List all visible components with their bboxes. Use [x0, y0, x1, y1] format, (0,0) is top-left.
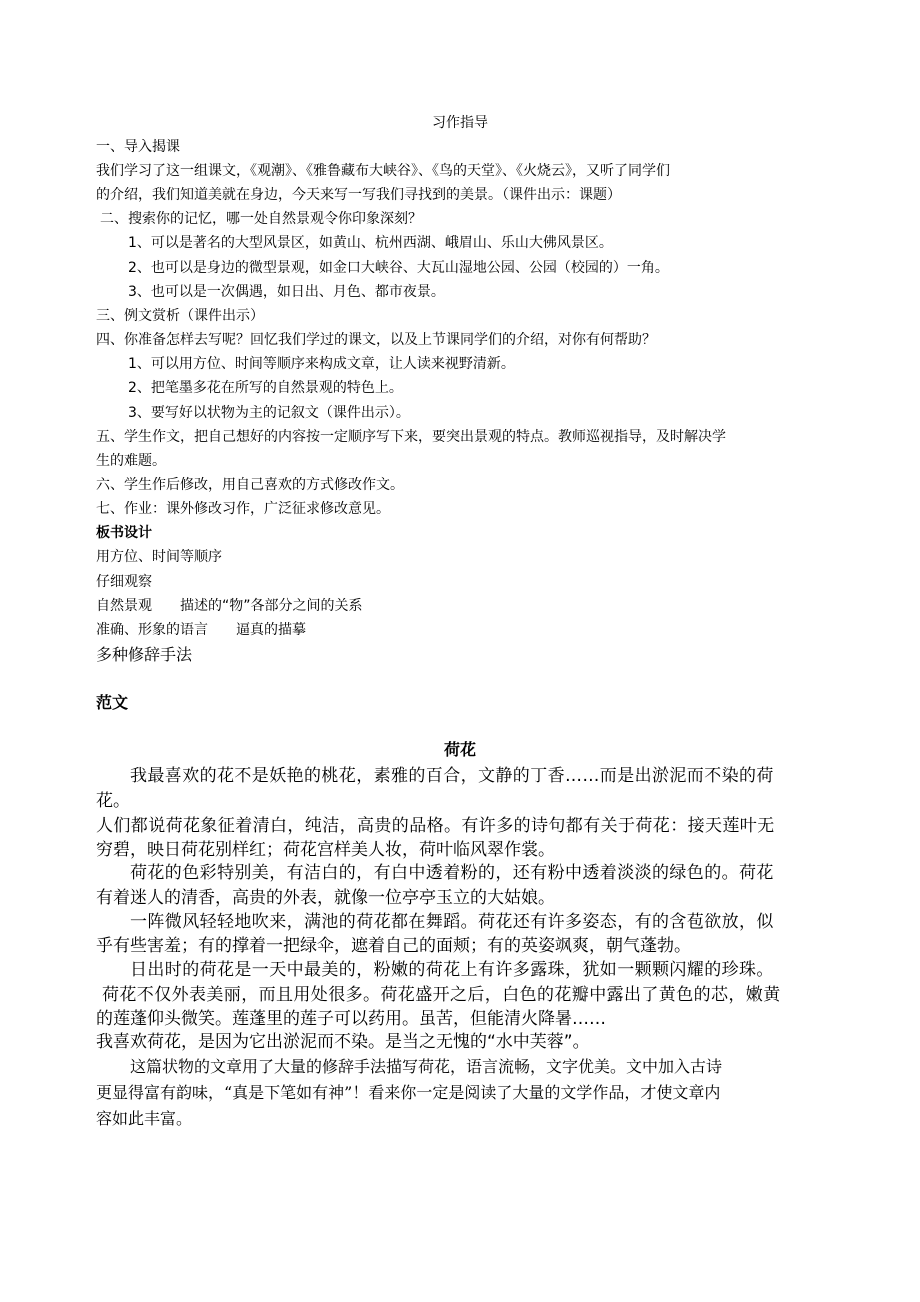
section-7-text: 七、作业：课外修改习作，广泛征求修改意见。	[96, 501, 390, 517]
section-4-item: 2、把笔墨多花在所写的自然景观的特色上。	[128, 380, 403, 396]
sample-heading: 范文	[96, 693, 129, 712]
sample-paragraph-line: 一阵微风轻轻地吹来，满池的荷花都在舞蹈。荷花还有许多姿态，有的含苞欲放，似	[130, 912, 774, 932]
sample-paragraph-line: 荷花不仅外表美丽，而且用处很多。荷花盛开之后，白色的花瓣中露出了黄色的芯，嫩黄	[102, 985, 781, 1005]
section-1-text-line: 的介绍，我们知道美就在身边，今天来写一写我们寻找到的美景。（课件出示：课题）	[96, 187, 621, 203]
sample-paragraph-line: 穷碧，映日荷花别样红；荷花宫样美人妆，荷叶临风翠作裳。	[96, 840, 555, 860]
section-4-item: 1、可以用方位、时间等顺序来构成文章，让人读来视野清新。	[128, 356, 515, 372]
sample-paragraph-line: 我喜欢荷花，是因为它出淤泥而不染。是当之无愧的“水中芙蓉”。	[96, 1032, 590, 1052]
board-heading: 板书设计	[96, 525, 152, 541]
sample-title: 荷花	[443, 740, 476, 759]
section-2-heading: 二、搜索你的记忆，哪一处自然景观令你印象深刻？	[100, 211, 422, 227]
sample-paragraph-line: 花。	[96, 791, 130, 811]
comment-line: 这篇状物的文章用了大量的修辞手法描写荷花，语言流畅，文字优美。文中加入古诗	[130, 1057, 723, 1076]
sample-paragraph-line: 日出时的荷花是一天中最美的，粉嫩的荷花上有许多露珠，犹如一颗颗闪耀的珍珠。	[130, 960, 774, 980]
board-line: 仔细观察	[96, 574, 152, 590]
sample-paragraph-line: 的莲蓬仰头微笑。莲蓬里的莲子可以药用。虽苦，但能清火降暑……	[96, 1009, 606, 1029]
board-line: 用方位、时间等顺序	[96, 549, 222, 565]
board-line: 自然景观 描述的“物”各部分之间的关系	[96, 598, 363, 614]
board-line: 多种修辞手法	[96, 645, 193, 664]
section-4-item: 3、要写好以状物为主的记叙文（课件出示）。	[128, 405, 410, 421]
section-5-text-line: 五、学生作文，把自己想好的内容按一定顺序写下来，要突出景观的特点。教师巡视指导，及时解决学	[96, 429, 726, 445]
sample-paragraph-line: 乎有些害羞；有的撑着一把绿伞，遮着自己的面颊；有的英姿飒爽，朝气蓬勃。	[96, 936, 691, 956]
sample-paragraph-line: 人们都说荷花象征着清白，纯洁，高贵的品格。有许多的诗句都有关于荷花：接天莲叶无	[96, 816, 775, 836]
board-line: 准确、形象的语言 逼真的描摹	[96, 622, 306, 638]
sample-paragraph-line: 荷花的色彩特别美，有洁白的，有白中透着粉的，还有粉中透着淡淡的绿色的。荷花	[130, 863, 774, 883]
section-5-text-line: 生的难题。	[96, 453, 166, 469]
section-2-item: 2、也可以是身边的微型景观，如金口大峡谷、大瓦山湿地公园、公园（校园的）一角。	[128, 260, 669, 276]
sample-paragraph-line: 我最喜欢的花不是妖艳的桃花，素雅的百合，文静的丁香……而是出淤泥而不染的荷	[130, 766, 774, 786]
guide-title: 习作指导	[432, 115, 488, 131]
comment-line: 更显得富有韵味，“真是下笔如有神”！看来你一定是阅读了大量的文学作品，才使文章内	[96, 1083, 721, 1102]
sample-paragraph-line: 有着迷人的清香，高贵的外表，就像一位亭亭玉立的大姑娘。	[96, 888, 555, 908]
section-1-text-line: 我们学习了这一组课文，《观潮》、《雅鲁藏布大峡谷》、《鸟的天堂》、《火烧云》，又听了同学们	[96, 163, 670, 179]
section-6-text: 六、学生作后修改，用自己喜欢的方式修改作文。	[96, 477, 404, 493]
section-2-item: 1、可以是著名的大型风景区，如黄山、杭州西湖、峨眉山、乐山大佛风景区。	[128, 235, 613, 251]
section-4-heading: 四、你准备怎样去写呢？回忆我们学过的课文，以及上节课同学们的介绍，对你有何帮助？	[96, 332, 656, 348]
section-1-heading: 一、导入揭课	[96, 139, 180, 155]
comment-line: 容如此丰富。	[96, 1109, 193, 1128]
section-3-heading: 三、例文赏析（课件出示）	[96, 308, 264, 324]
section-2-item: 3、也可以是一次偶遇，如日出、月色、都市夜景。	[128, 284, 445, 300]
